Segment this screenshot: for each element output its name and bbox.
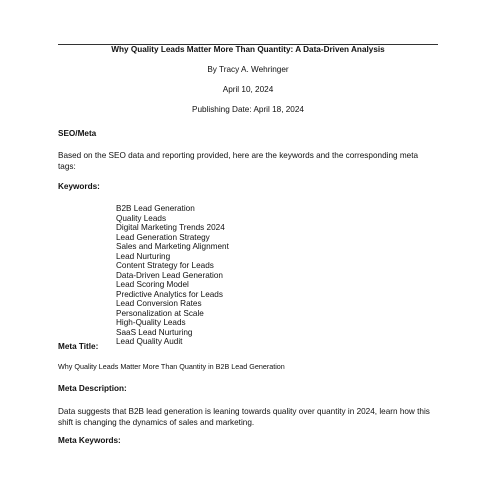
keyword-item: Personalization at Scale (116, 308, 204, 318)
keywords-list (116, 204, 229, 347)
keyword-item: Lead Scoring Model (116, 280, 189, 289)
keyword-item: Digital Marketing Trends 2024 (116, 223, 225, 232)
keyword-item: Lead Quality Audit (116, 337, 183, 346)
keyword-item: Quality Leads (116, 213, 167, 223)
keyword-item: B2B Lead Generation (116, 204, 195, 213)
meta-description-label: Meta Description: (58, 384, 127, 393)
keyword-item: Content Strategy for Leads (116, 261, 214, 270)
keywords-label: Keywords: (58, 182, 100, 191)
seo-intro: Based on the SEO data and reporting provided, here are the keywords and the corresponding meta tags: (58, 151, 419, 171)
meta-title-label: Meta Title: (58, 342, 99, 351)
seo-heading: SEO/Meta (58, 129, 97, 138)
keyword-item: Lead Generation Strategy (116, 232, 210, 242)
keyword-item: High-Quality Leads (116, 318, 186, 327)
keyword-item: SaaS Lead Nurturing (116, 327, 193, 337)
keyword-item: Lead Nurturing (116, 251, 171, 261)
keyword-item: Data-Driven Lead Generation (116, 270, 223, 280)
keyword-item: Lead Conversion Rates (116, 299, 202, 308)
meta-title-value: Why Quality Leads Matter More Than Quantity in B2B Lead Generation (58, 362, 285, 371)
meta-description-value: Data suggests that B2B lead generation is leaning towards quality over quantity in 2024, learn how this shift is changing the dynamics of sales and marketing. (58, 407, 430, 427)
keyword-item: Predictive Analytics for Leads (116, 289, 223, 299)
document-title: Why Quality Leads Matter More Than Quantity: A Data-Driven Analysis (111, 45, 385, 54)
publishing-date: Publishing Date: April 18, 2024 (192, 105, 304, 114)
document-date: April 10, 2024 (222, 85, 274, 94)
keyword-item: Sales and Marketing Alignment (116, 242, 229, 251)
meta-keywords-label: Meta Keywords: (58, 436, 121, 445)
author-line: By Tracy A. Wehringer (207, 65, 289, 74)
